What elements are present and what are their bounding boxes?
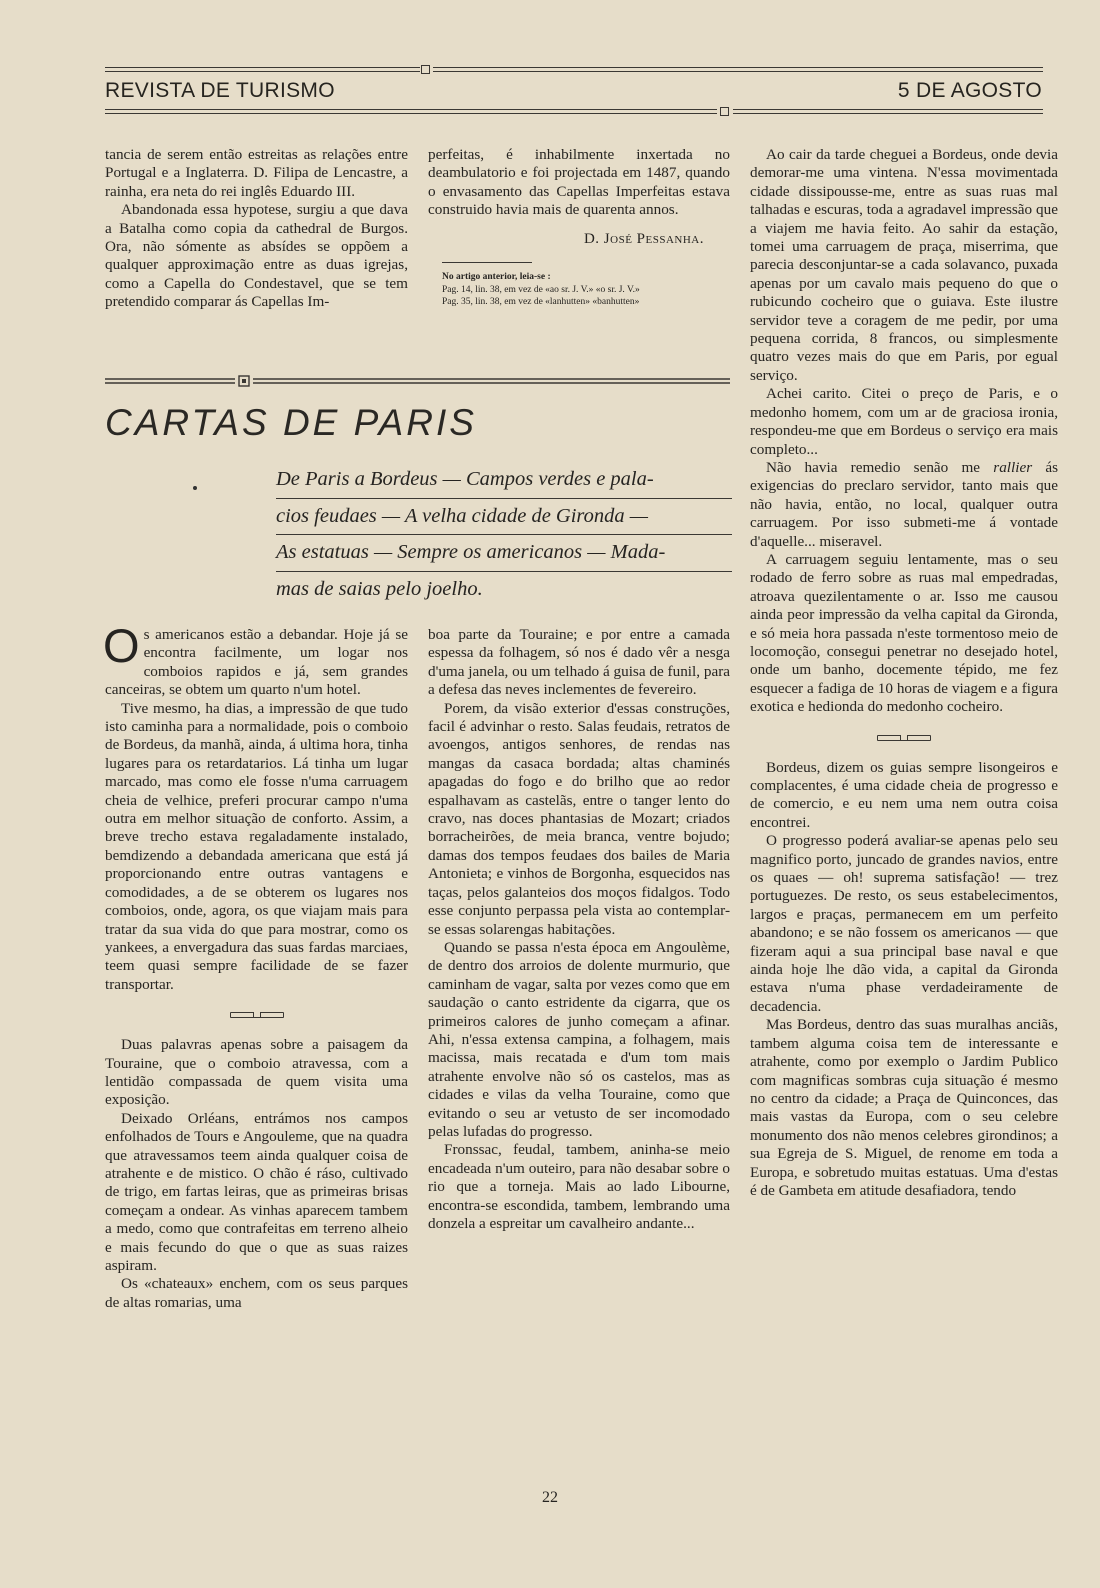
header-bottom-rule-left [105,109,717,114]
subtitle-line: De Paris a Bordeus — Campos verdes e pala- [276,462,732,499]
header-top-rule-left [105,67,420,72]
page-number: 22 [542,1489,558,1506]
previous-article-col2 [428,146,730,309]
previous-article-paragraph: Abandonada essa hypotese, surgiu a que dava a Batalha como copia da cathedral de Burgos. Ora, não sómente as absídes se oppõem a qualquer approximação entre as duas igrejas, como a Capella do Condestavel, que se tem pretendido comparar ás Capellas Im- [105,201,408,311]
article-column-1 [103,619,408,1312]
subtitle-line: cios feudaes — A velha cidade de Gironda — [276,499,732,536]
separator-ornament [877,735,931,741]
subtitle-line: As estatuas — Sempre os americanos — Mada- [276,535,732,572]
header-top-ornament [421,65,430,74]
article-paragraph: A carruagem seguiu lentamente, mas o seu rodado de ferro sobre as ruas mal empedradas, atroava quezilentamente o ar. Isso me causou ainda peor impressão da velha capital da Gironda, e só meia hora passada n'este tormentoso meio de locomoção, consegui penetrar no desejado hotel, onde um banho, docemente tépido, me fez esquecer a fadiga de 10 horas de viagem e a figura exotica e hedionda do medonho cocheiro. [750,550,1058,716]
errata-note [428,271,730,309]
issue-date: 5 DE AGOSTO [897,79,1042,102]
separator-ornament [230,1012,284,1018]
article-paragraph: Tive mesmo, ha dias, a impressão de que tudo isto caminha para a normalidade, pois o comboio de Bordeus, da manhã, ainda, á ultima hora, tinha lugares para os retardatarios. Lá tinha um lugar marcado, mas como ele fosse n'uma carruagem cheia de velhice, preferi procurar campo n'uma outra em melhor situação de conforto. Assim, a breve trecho estava regaladamente instalado, bemdizendo a debandada americana que está já proporcionando entre outras vantagens e comodidades, a de se obterem os lugares nos comboios, onde, agora, os que viajam mais para tratar da sua vida do que para mostrar, como os yankees, a envergadura das suas fardas marciaes, teem quasi sempre facilidade de se fazer transportar. [105,699,408,993]
article-paragraph: Fronssac, feudal, tambem, aninha-se meio encadeada n'um outeiro, para não desabar sobre o rio que a torneja. Mais ao lado Libourne, encontra-se escondida, tambem, lembrando uma donzela a espreitar um cavalheiro andante... [428,1141,730,1232]
article-subtitle [276,462,732,607]
header-bottom-ornament [720,107,729,116]
previous-article-paragraph: tancia de serem então estreitas as relações entre Portugal e a Inglaterra. D. Filipa de Lencastre, a rainha, era neta do rei inglês Eduardo III. [105,146,408,200]
subtitle-line: mas de saias pelo joelho. [276,577,483,600]
article-paragraph: boa parte da Touraine; e por entre a camada espessa da folhagem, só nos é dado vêr a nesga d'uma janela, ou um telhado á guisa de funil, para a defesa das neves inclementes de fevereiro. [428,626,730,699]
header-top-rule-right [433,67,1043,72]
previous-article-paragraph: perfeitas, é inhabilmente inxertada no deambulatorio e foi projectada em 1487, quando o envasamento das Capellas Imperfeitas estava construido havia mais de quarenta annos. [428,146,730,219]
article-column-2 [428,626,730,1233]
errata-line: Pag. 35, lin. 38, em vez de «lanhutten» «banhutten» [442,297,640,308]
article-paragraph: Porem, da visão exterior d'essas construções, facil é advinhar o resto. Salas feudais, retratos de avoengos, antigos senhores, de rendas nas mangas da casaca bordada; altas chaminés apagadas do fogo e do brilho que ao redor espalhavam as castelãs, entre o tanger lento do cravo, nas doces phantasias de Mozart; criados borracheirões, de meia branca, ventre bojudo; damas dos tempos feudaes dos bailes de Maria Antonieta; e vinhos de Borgonha, esquecidos nas taças, pelos galanteios dos moços fidalgos. Todo esse conjunto perpassa pela vista ao contemplar-se essas solarengas habitações. [428,699,730,938]
previous-article-col1 [105,146,408,312]
author-signature: D. José Pessanha. [583,230,704,247]
article-column-3 [750,146,1058,1200]
section-divider [105,375,730,387]
article-title: CARTAS DE PARIS [105,402,477,443]
article-paragraph: Os americanos estão a debandar. Hoje já se encontra facilmente, um logar nos comboios rapidos e já, sem grandes canceiras, se obtem um quarto n'um hotel. [103,619,408,699]
drop-cap: O [103,619,140,672]
article-paragraph: O progresso poderá avaliar-se apenas pelo seu magnifico porto, juncado de grandes navios, entre os quaes — oh! suprema satisfação! — trez portuguezes. De resto, os seus estabelecimentos, largos e praças, permanecem em um perfeito abandono; e se não fossem os americanos — que fizeram aqui a sua principal base naval e que ainda hoje lhe dão vida, a capital da Gironda estava n'uma phase verdadeiramente de decadencia. [750,832,1058,1015]
publication-title: REVISTA DE TURISMO [105,79,335,102]
article-paragraph: Ao cair da tarde cheguei a Bordeus, onde devia demorar-me uma vintena. N'essa movimentada cidade dissipousse-me, entre as suas ruas mal talhadas e escuras, toda a agradavel impressão que a viajem me havia feito. Ao sahir da estação, tomei uma carruagem de praça, miserrima, que parecia desconjuntar-se a cada solavanco, puxada apenas por um cavalo mais pequeno do que o rubicundo cocheiro que o guiava. Este ilustre servidor teve a coragem de me pedir, por uma pequena corrida, 8 francos, ou simplesmente quatro vezes mais do que em Paris, por egual serviço. [750,146,1058,384]
article-paragraph: Os «chateaux» enchem, com os seus parques de altas romarias, uma [105,1275,408,1311]
article-paragraph: Achei carito. Citei o preço de Paris, e o medonho homem, com um ar de graciosa ironia, respondeu-me que em Bordeus o serviço era mais completo... [750,385,1058,458]
article-paragraph: Bordeus, dizem os guias sempre lisongeiros e complacentes, é uma cidade cheia de progresso e de comercio, e eu nem uma nem outra coisa encontrei. [750,758,1058,831]
article-paragraph: Duas palavras apenas sobre a paisagem da Touraine, que o comboio atravessa, com a lentidão compassada de quem visita uma exposição. [105,1036,408,1109]
errata-rule [442,262,532,263]
ornament-dot [193,486,197,490]
errata-line: Pag. 14, lin. 38, em vez de «ao sr. J. V.» «o sr. J. V.» [442,284,640,295]
article-paragraph: Quando se passa n'esta época em Angoulème, de dentro dos arroios de dolente murmurio, que caminham de vagar, salta por vezes como que em saudação o canto estridente da cigarra, que os primeiros calores de junho começam a afinar. Ahi, n'essa extensa campina, a folhagem, mais macissa, mais recatada e d'um tom mais atrahente envolve não só os castelos, mas as cidades e vilas da velha Touraine, como que evitando o seu ar vetusto de ser incomodado pelas lufadas do progresso. [428,938,730,1140]
article-paragraph: Mas Bordeus, dentro das suas muralhas anciãs, tambem alguma coisa tem de interessante e atrahente, como por exemplo o Jardim Publico com magnificas sombras cuja situação é mesmo no centro da cidade; a Praça de Quinconces, das mais vastas da Europa, com o seu celebre monumento dos não menos celebres girondinos; a sua Egreja de S. Miguel, de renome em toda a Europa, e sobretudo muitas estatuas. Uma d'estas é de Gambeta em atitude desafiadora, tendo [750,1016,1058,1199]
errata-title: No artigo anterior, leia-se : [442,272,551,283]
article-paragraph: Não havia remedio senão me rallier ás exigencias do preclaro servidor, tanto mais que não havia, então, no local, qualquer outra carruagem. Por isso submeti-me á vontade d'aquelle... miseravel. [750,458,1059,550]
article-paragraph: Deixado Orléans, entrámos nos campos enfolhados de Tours e Angouleme, que na quadra que atravessamos teem ainda qualquer coisa de atrahente e de mistico. O chão é ráso, cultivado de trigo, em fartas leiras, que as primeiras brisas começam a ondear. As vinhas aparecem tambem a medo, como que contrafeitas em terreno alheio e mais fecundo do que o que as suas raizes aspiram. [105,1109,408,1274]
header-bottom-rule-right [733,109,1043,114]
